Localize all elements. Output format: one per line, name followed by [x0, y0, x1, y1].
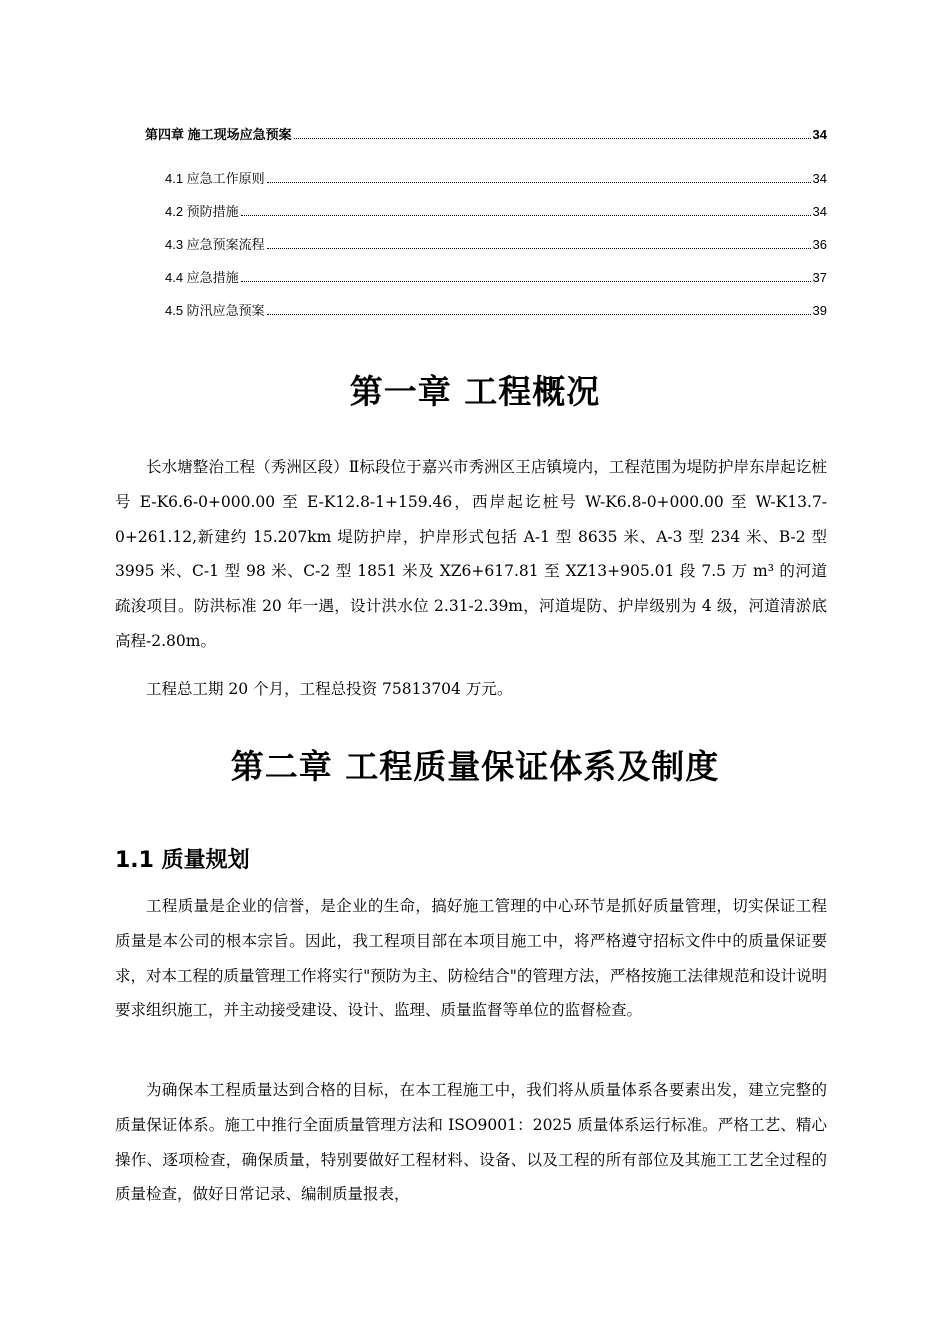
toc-page-number: 37: [812, 270, 827, 285]
toc-section-entry[interactable]: [145, 168, 827, 192]
toc-page-number: 34: [812, 171, 827, 186]
toc-section-entry[interactable]: [145, 300, 827, 324]
section-1-1-heading: 1.1 质量规划: [115, 848, 250, 873]
toc-leader-dots: [267, 313, 811, 315]
toc-page-number: 34: [812, 204, 827, 219]
toc-section-entry[interactable]: [145, 234, 827, 258]
toc-leader-dots: [241, 214, 811, 216]
toc-leader-dots: [241, 280, 811, 282]
toc-section-entry[interactable]: [145, 267, 827, 291]
chapter1-heading: 第一章 工程概况: [349, 372, 601, 411]
toc-page-number: 34: [812, 127, 827, 142]
chapter1-paragraph-1: 长水塘整治工程（秀洲区段）Ⅱ标段位于嘉兴市秀洲区王店镇境内，工程范围为堤防护岸东岸起讫桩号 E-K6.6-0+000.00 至 E-K12.8-1+159.46，西岸起讫桩号 W-K6.8-0+000.00 至 W-K13.7-0+261.12,新建约 15.207km 堤防护岸，护岸形式包括 A-1 型 8635 米、A-3 型 234 米、B-2 型 3995 米、C-1 型 98 米、C-2 型 1851 米及 XZ6+617.81 至 XZ13+905.01 段 7.5 万 m³ 的河道疏浚项目。防洪标准 20 年一遇，设计洪水位 2.31-2.39m，河道堤防、护岸级别为 4 级，河道清淤底高程-2.80m。: [115, 458, 827, 650]
toc-leader-dots: [267, 181, 811, 183]
toc-leader-dots: [267, 247, 811, 249]
toc-section-title: 4.5 防汛应急预案: [165, 303, 265, 318]
section-1-1-paragraph-2: 为确保本工程质量达到合格的目标，在本工程施工中，我们将从质量体系各要素出发，建立完整的质量保证体系。施工中推行全面质量管理方法和 ISO9001：2025 质量体系运行标准。严格工艺、精心操作、逐项检查，确保质量，特别要做好工程材料、设备、以及工程的所有部位及其施工工艺全过程的质量检查，做好日常记录、编制质量报表，: [115, 1081, 827, 1204]
chapter1-paragraph-2: 工程总工期 20 个月，工程总投资 75813704 万元。: [146, 680, 513, 698]
section-1-1-paragraph-1: 工程质量是企业的信誉，是企业的生命，搞好施工管理的中心环节是抓好质量管理，切实保证工程质量是本公司的根本宗旨。因此，我工程项目部在本项目施工中，将严格遵守招标文件中的质量保证要求，对本工程的质量管理工作将实行"预防为主、防检结合"的管理方法，严格按施工法律规范和设计说明要求组织施工，并主动接受建设、设计、监理、质量监督等单位的监督检查。: [115, 897, 827, 1020]
toc-section-title: 4.1 应急工作原则: [165, 171, 265, 186]
toc-section-title: 4.4 应急措施: [165, 270, 239, 285]
toc-page-number: 36: [812, 237, 827, 252]
toc-page-number: 39: [812, 303, 827, 318]
toc-chapter-title: 第四章 施工现场应急预案: [145, 127, 292, 142]
toc-section-title: 4.2 预防措施: [165, 204, 239, 219]
toc-section-title: 4.3 应急预案流程: [165, 237, 265, 252]
toc-section-entry[interactable]: [145, 201, 827, 225]
chapter2-heading: 第二章 工程质量保证体系及制度: [230, 747, 720, 786]
toc-leader-dots: [294, 137, 811, 139]
toc-chapter-entry[interactable]: [145, 124, 827, 148]
table-of-contents: [145, 124, 827, 333]
